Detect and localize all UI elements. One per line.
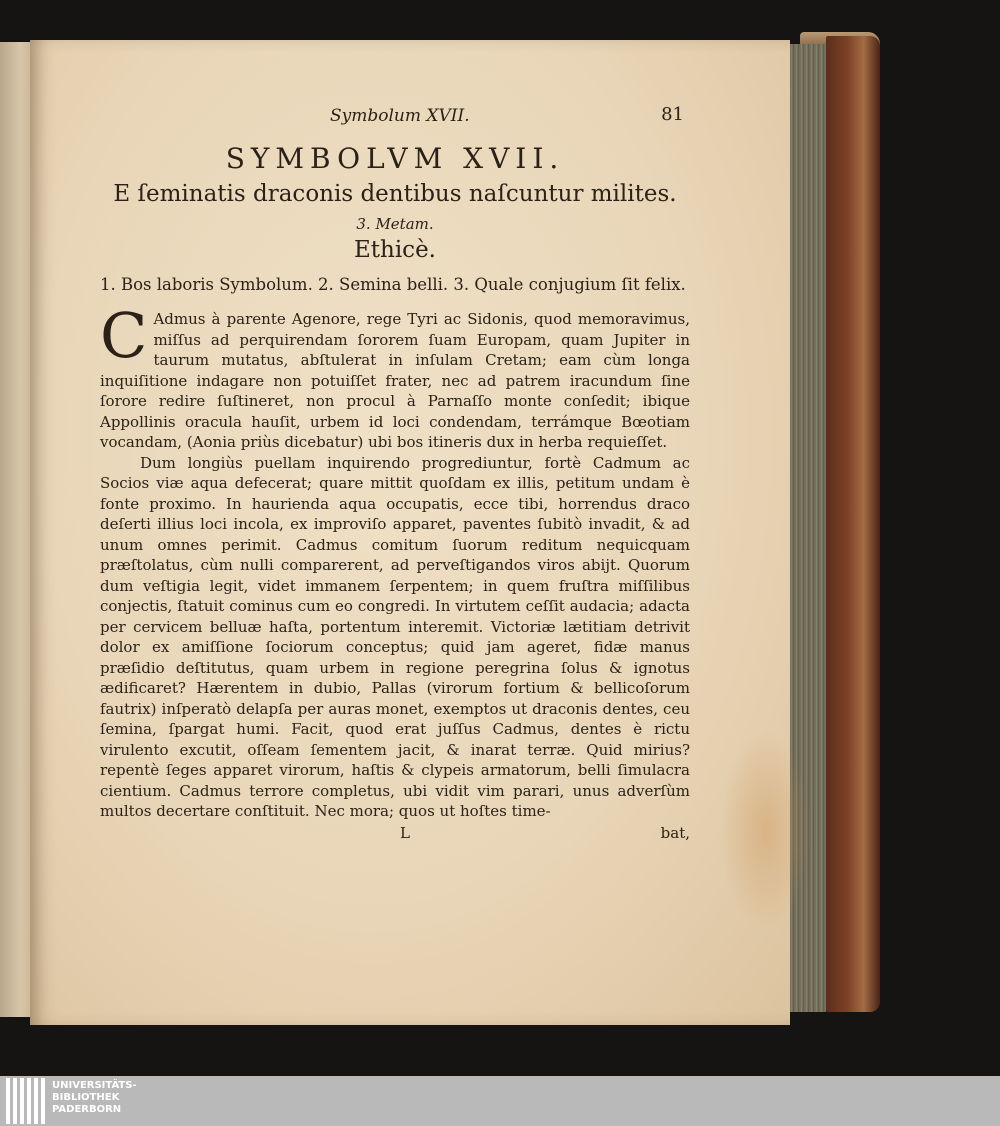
page-header xyxy=(100,106,690,132)
running-title: Symbolum XVII. xyxy=(330,106,470,126)
paragraph-1 xyxy=(100,299,690,453)
left-page-edge xyxy=(0,42,34,1017)
drop-cap: C xyxy=(100,299,148,372)
body-text xyxy=(100,299,690,822)
catchword: bat, xyxy=(660,823,690,842)
paragraph-2: Dum longiùs puellam inquirendo progrediuntur, fortè Cadmum ac Socios viæ aqua defecerat; quare mittit quoſdam ex illis, petitum undam è fonte proximo. In haurienda aqua occupatis, ecce tibi, horrendus draco deſerti illius loci incola, ex improviſo apparet, paventes ſubitò invadit, & ad unum omnes perimit. Cadmus comitum ſuorum reditum nequicquam præſtolatus, cùm nulli comparerent, ad perveſtigandos viros abijt. Quorum dum veſtigia legit, videt immanem ſerpentem; in quem fruſtra miſſilibus conjectis, ſtatuit cominus cum eo congredi. In virtutem ceſſit audacia; adacta per cervicem belluæ haſta, portentum interemit. Victoriæ lætitiam detrivit dolor ex amiſſione ſociorum conceptus; quid jam ageret, fidæ manus præſidio deſtitutus, quam urbem in regione peregrina ſolus & ignotus ædificaret? Hærentem in dubio, Pallas (virorum fortium & bellicoſorum fautrix) inſperatò delapſa per auras monet, exemptos ut draconis dentes, ceu ſemina, ſpargat humi. Facit, quod erat juſſus Cadmus, dentes è rictu virulento excutit, oſſeam ſementem jacit, & inarat terræ. Quid mirius? repentè ſeges apparet virorum, haſtis & clypeis armatorum, belli ſimulacra cientium. Cadmus terrore completus, ubi vidit vim parari, unus adverſùm multos decertare conſtituit. Nec mora; quos ut hoſtes time- xyxy=(100,453,690,820)
library-footer xyxy=(0,1076,1000,1126)
source-reference: 3. Metam. xyxy=(356,215,434,233)
paragraph-1-text: Admus à parente Agenore, rege Tyri ac Sidonis, quod memoravimus, miſſus ad perquirendam ſororem ſuam Europam, quam Jupiter in taurum mutatus, abſtulerat in inſulam Cretam; eam cùm longa inquiſitione indagare non potuiſſet frater, nec ad patrem iracundum ſine ſorore redire ſuſtineret, non procul à Parnaſſo monte conſedit; ibique Appollinis oracula hauſit, urbem id loci condendam, terrámque Bœotiam vocandam, (Aonia priùs dicebatur) ubi bos itineris dux in herba requieſſet. xyxy=(100,310,690,451)
library-name xyxy=(52,1080,137,1116)
chapter-subtitle: E ſeminatis draconis dentibus naſcuntur milites. xyxy=(113,181,677,207)
book-cover xyxy=(826,36,880,1012)
page-text xyxy=(100,106,690,846)
library-name-line2: BIBLIOTHEK xyxy=(52,1092,120,1103)
library-name-line1: UNIVERSITÄTS- xyxy=(52,1080,137,1091)
summary-line: 1. Bos laboris Symbolum. 2. Semina belli. 3. Quale conjugium ſit felix. xyxy=(100,275,686,294)
signature-mark: L xyxy=(400,823,410,842)
chapter-title: SYMBOLVM XVII. xyxy=(225,142,565,175)
library-name-line3: PADERBORN xyxy=(52,1104,122,1115)
page-number: 81 xyxy=(661,104,684,125)
section-heading: Ethicè. xyxy=(353,237,436,263)
water-stain xyxy=(720,730,810,930)
library-logo-icon xyxy=(6,1078,46,1124)
catchword-line xyxy=(100,824,690,846)
